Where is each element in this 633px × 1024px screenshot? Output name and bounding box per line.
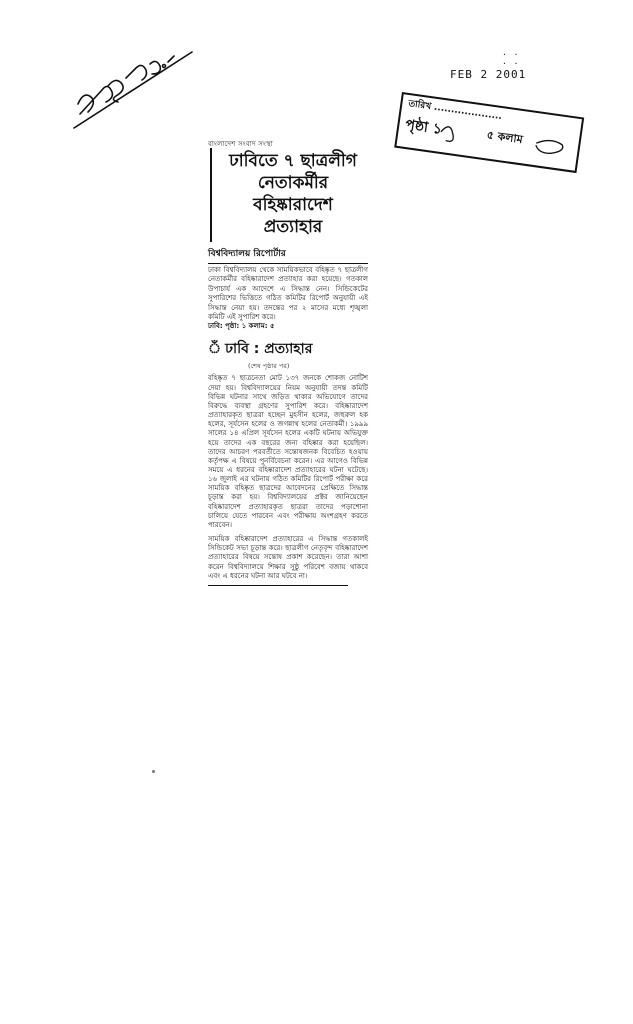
end-rule	[208, 585, 348, 586]
source-line: বাংলাদেশ সংবাদ সংস্থা	[208, 140, 274, 148]
reporter-byline: বিশ্ববিদ্যালয় রিপোর্টার	[208, 249, 286, 259]
continuation-heading	[208, 337, 368, 361]
scan-speck	[152, 770, 155, 773]
handwritten-scribble-graphic	[68, 42, 198, 132]
continued-on-line: ঢাবি: পৃষ্ঠা: ১ কলাম: ৫	[208, 322, 275, 331]
stamp-date: FEB 2 2001	[450, 68, 527, 81]
headline-block	[210, 148, 368, 242]
stamp-column-value: ৫ কলাম	[485, 128, 524, 147]
filing-stamp	[393, 92, 588, 180]
stamp-date-row: তারিখ ....................	[407, 99, 503, 123]
newspaper-clipping	[208, 138, 368, 783]
stamp-page-label: পৃষ্ঠা	[404, 116, 430, 136]
continuation-mark-icon: ঁ	[208, 341, 222, 358]
headline-line-2: নেতাকর্মীর	[257, 173, 329, 193]
body-paragraph-1: বহিষ্কৃত ৭ ছাত্রনেতা মোট ১৩৭ জনকে শোকজ নোটিশ দেয়া হয়। বিশ্ববিদ্যালয়ের নিয়ম অনুযায়ী তদন্ত কমিটি বিভিন্ন ঘটনার সাথে জড়িত থাকার অভিযোগে তাদের বিরুদ্ধে ব্যবস্থা গ্রহণের সুপারিশ করে। বহিষ্কারাদেশ প্রত্যাহারকৃত ছাত্ররা হচ্ছেন মুহসীন হলের, জহুরুল হক হলের, সূর্যসেন হলের ও জগন্নাথ হলের নেতাকর্মী। ১৯৯৯ সালের ১৪ এপ্রিল সূর্যসেন হলের একটি ঘটনায় অভিযুক্ত হয়ে তাদের এক বছরের জন্য বহিষ্কার করা হয়েছিল। তাদের আচরণ পরবর্তীতে সন্তোষজনক বিবেচিত হওয়ায় কর্তৃপক্ষ এ বিষয়ে পুনর্বিবেচনা করেন। এর আগেও বিভিন্ন সময়ে এ ধরনের বহিষ্কারাদেশ প্রত্যাহারের ঘটনা ঘটেছে। ১৬ জুলাই এর ঘটনায় গঠিত কমিটির রিপোর্ট পরীক্ষা করে সাময়িক বহিষ্কৃত ছাত্রদের আবেদনের প্রেক্ষিতে সিদ্ধান্ত চূড়ান্ত করা হয়। বিশ্ববিদ্যালয়ের প্রক্টর জানিয়েছেন বহিষ্কারাদেশ প্রত্যাহারকৃত ছাত্ররা তাদের পড়াশোনা চালিয়ে যেতে পারবেন এবং পরীক্ষায় অংশগ্রহণ করতে পারবেন।	[208, 374, 368, 529]
body-paragraph-2: সাময়িক বহিষ্কারাদেশ প্রত্যাহারের এ সিদ্ধান্ত গতকালই সিন্ডিকেট সভা চূড়ান্ত করে। ছাত্রলীগ নেতৃবৃন্দ বহিষ্কারাদেশ প্রত্যাহারের বিষয়ে সন্তোষ প্রকাশ করেছেন। তারা আশা করেন বিশ্ববিদ্যালয়ে শিক্ষার সুষ্ঠু পরিবেশ বজায় থাকবে এবং এ ধরনের ঘটনা আর ঘটবে না।	[208, 535, 368, 580]
date-stamp	[450, 50, 527, 81]
headline-line-1: ঢাবিতে ৭ ছাত্রলীগ	[229, 151, 357, 171]
byline-rule	[208, 263, 368, 264]
headline-line-3: বহিষ্কারাদেশ	[253, 195, 333, 215]
continuation-subline: (শেষ পৃষ্ঠার পর)	[248, 362, 290, 371]
headline-line-4: প্রত্যাহার	[263, 217, 323, 237]
continuation-title: ঢাবি : প্রত্যাহার	[225, 341, 313, 358]
handwritten-reference-note	[68, 42, 198, 132]
intro-paragraph: ঢাকা বিশ্ববিদ্যালয় থেকে সাময়িকভাবে বহিষ্কৃত ৭ ছাত্রলীগ নেতাকর্মীর বহিষ্কারাদেশ প্রত্যাহার করা হয়েছে। গতকাল উপাচার্য এক আদেশে এ সিদ্ধান্ত নেন। সিন্ডিকেটের সুপারিশের ভিত্তিতে গঠিত কমিটির রিপোর্ট অনুযায়ী এই সিদ্ধান্ত নেয়া হয়। তদন্তের পর ২ মাসের মধ্যে শৃঙ্খলা কমিটি এই সুপারিশ করে।	[208, 266, 368, 322]
stamp-tick-marks: · · · ·	[502, 50, 520, 68]
stamp-page-value: ১	[431, 120, 443, 138]
